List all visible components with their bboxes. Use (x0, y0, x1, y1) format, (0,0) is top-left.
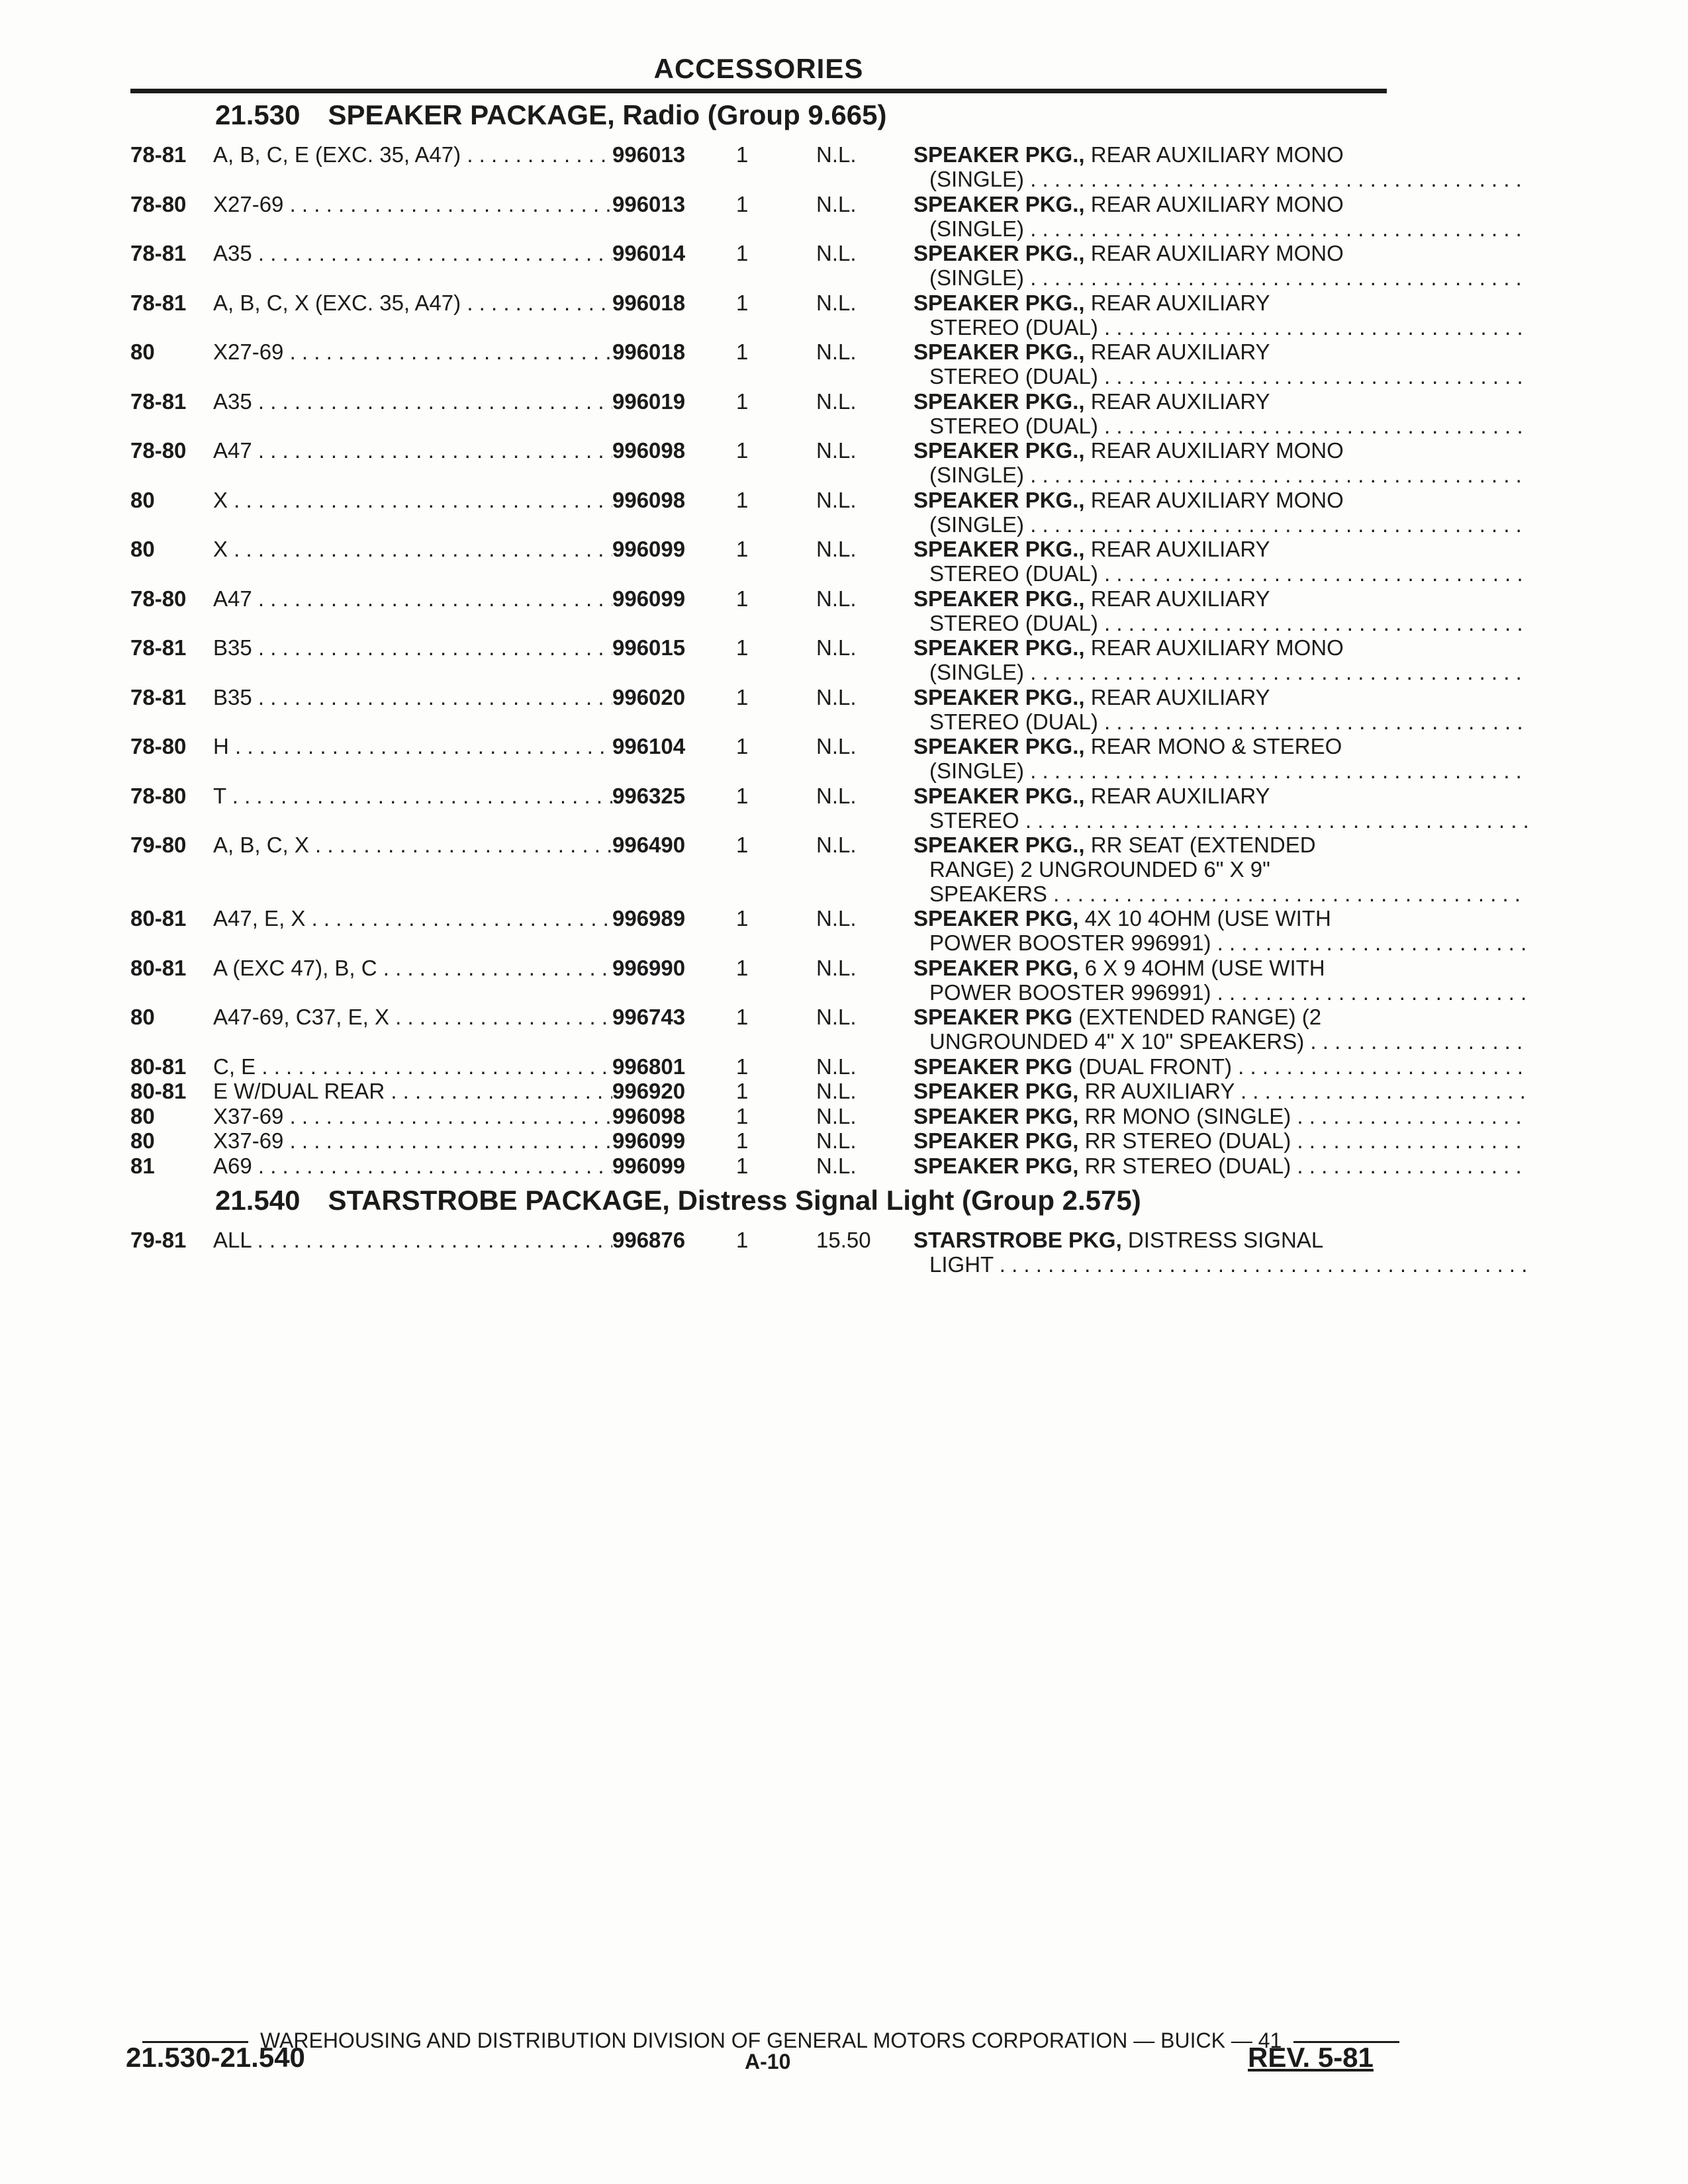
description-detail: RR AUXILIARY (1084, 1079, 1235, 1103)
description-detail: 6 X 9 4OHM (USE WITH (1084, 955, 1325, 980)
price: N.L. (816, 340, 857, 364)
part-number: 996014 (612, 241, 718, 265)
description-detail: RR SEAT (EXTENDED (1090, 833, 1316, 857)
quantity: 1 (736, 1005, 749, 1029)
quantity: 1 (736, 1228, 749, 1252)
description-name: SPEAKER PKG., (914, 241, 1085, 265)
description (914, 192, 1529, 241)
model-year: 80 (130, 1005, 155, 1029)
quantity: 1 (736, 537, 749, 561)
description-detail: REAR AUXILIARY MONO (1090, 635, 1344, 660)
model-year: 79-81 (130, 1228, 187, 1252)
description-detail: REAR AUXILIARY (1090, 537, 1270, 561)
description-continuation: SPEAKERS . . . (914, 882, 1529, 906)
price: N.L. (816, 734, 857, 758)
description (914, 833, 1529, 906)
quantity: 1 (736, 906, 749, 931)
price: N.L. (816, 537, 857, 561)
price: N.L. (816, 1153, 857, 1178)
description-continuation: STEREO (DUAL) . . . (914, 611, 1529, 635)
quantity: 1 (736, 1153, 749, 1178)
model-year: 78-80 (130, 734, 187, 758)
description-name: SPEAKER PKG., (914, 142, 1085, 167)
description-name: SPEAKER PKG (914, 1005, 1073, 1029)
part-number: 996325 (612, 784, 718, 808)
description-detail: DISTRESS SIGNAL (1127, 1228, 1324, 1252)
quantity: 1 (736, 1103, 749, 1128)
price: N.L. (816, 290, 857, 315)
description-name: STARSTROBE PKG, (914, 1228, 1122, 1252)
quantity: 1 (736, 290, 749, 315)
description-continuation: STEREO . . . (914, 808, 1529, 833)
quantity: 1 (736, 340, 749, 364)
description-detail: 4X 10 4OHM (USE WITH (1084, 906, 1331, 931)
part-number: 996099 (612, 1154, 718, 1178)
description (914, 1128, 1529, 1153)
description-continuation: LIGHT . . . (914, 1252, 1529, 1277)
quantity: 1 (736, 684, 749, 709)
model-applicability: H . . . (213, 734, 700, 758)
description (914, 956, 1529, 1005)
description-name: SPEAKER PKG., (914, 586, 1085, 611)
quantity: 1 (736, 388, 749, 414)
model-applicability: X . . . (213, 537, 700, 561)
price: N.L. (816, 586, 857, 611)
description-name: SPEAKER PKG., (914, 833, 1085, 857)
section-number: 21.540 (215, 1185, 301, 1216)
model-year: 78-81 (130, 142, 187, 167)
part-number: 996015 (612, 635, 718, 660)
model-year: 78-81 (130, 684, 187, 709)
part-number: 996098 (612, 488, 718, 512)
model-year: 80 (130, 487, 155, 512)
description-detail: REAR AUXILIARY (1090, 586, 1270, 611)
description-name: SPEAKER PKG., (914, 635, 1085, 660)
price: N.L. (816, 487, 857, 512)
footer-division: WAREHOUSING AND DISTRIBUTION DIVISION OF GENERAL MOTORS CORPORATION — BUICK — 41 (130, 2028, 1387, 2053)
section-title (215, 1185, 1141, 1216)
description-name: SPEAKER PKG, (914, 955, 1079, 980)
description (914, 1228, 1529, 1277)
description-detail: REAR AUXILIARY (1090, 783, 1270, 808)
description-detail: REAR AUXILIARY (1090, 684, 1270, 709)
model-year: 80-81 (130, 955, 187, 980)
description (914, 635, 1529, 684)
description-name: SPEAKER PKG., (914, 734, 1085, 758)
quantity: 1 (736, 191, 749, 216)
description (914, 488, 1529, 537)
price: N.L. (816, 635, 857, 660)
description-continuation: (SINGLE) . . . (914, 512, 1529, 537)
price: N.L. (816, 1054, 857, 1079)
price: N.L. (816, 833, 857, 857)
model-applicability: T . . . (213, 784, 700, 808)
description (914, 142, 1529, 191)
price: N.L. (816, 783, 857, 808)
model-applicability: A, B, C, X . . . (213, 833, 700, 857)
part-number: 996743 (612, 1005, 718, 1029)
model-applicability: ALL . . . (213, 1228, 700, 1252)
description-name: SPEAKER PKG., (914, 684, 1085, 709)
description (914, 438, 1529, 487)
price: N.L. (816, 1128, 857, 1153)
description-detail: REAR AUXILIARY MONO (1090, 142, 1344, 167)
description-detail: REAR AUXILIARY MONO (1090, 191, 1344, 216)
description-name: SPEAKER PKG, (914, 1103, 1079, 1128)
description-continuation: STEREO (DUAL) . . . (914, 414, 1529, 438)
model-applicability: A47 . . . (213, 438, 700, 463)
model-year: 80 (130, 537, 155, 561)
description-detail: RR MONO (SINGLE) (1084, 1103, 1291, 1128)
description-continuation: (SINGLE) . . . (914, 265, 1529, 290)
part-number: 996020 (612, 685, 718, 709)
price: N.L. (816, 684, 857, 709)
model-applicability: C, E . . . (213, 1054, 700, 1079)
description-continuation: (SINGLE) . . . (914, 216, 1529, 241)
model-year: 78-80 (130, 783, 187, 808)
description (914, 1154, 1529, 1178)
model-year: 78-81 (130, 635, 187, 660)
part-number: 996098 (612, 1104, 718, 1128)
description-name: SPEAKER PKG, (914, 906, 1079, 931)
description-continuation: STEREO (DUAL) . . . (914, 364, 1529, 388)
price: N.L. (816, 142, 857, 167)
model-year: 81 (130, 1153, 155, 1178)
description (914, 389, 1529, 438)
model-applicability: B35 . . . (213, 635, 700, 660)
model-year: 78-80 (130, 191, 187, 216)
model-applicability: A, B, C, E (EXC. 35, A47) . . . (213, 142, 700, 167)
description-name: SPEAKER PKG., (914, 191, 1085, 216)
description-continuation: UNGROUNDED 4" X 10" SPEAKERS) . . . (914, 1029, 1529, 1054)
model-applicability: X27-69 . . . (213, 192, 700, 216)
model-year: 78-80 (130, 438, 187, 463)
description-name: SPEAKER PKG, (914, 1128, 1079, 1153)
description-detail: (EXTENDED RANGE) (2 (1078, 1005, 1322, 1029)
description-continuation: (SINGLE) . . . (914, 463, 1529, 487)
description-name: SPEAKER PKG, (914, 1079, 1079, 1103)
description (914, 586, 1529, 635)
section-name: STARSTROBE PACKAGE, Distress Signal Light (Group 2.575) (328, 1185, 1141, 1216)
model-applicability: X37-69 . . . (213, 1104, 700, 1128)
model-year: 80-81 (130, 906, 187, 931)
part-number: 996099 (612, 586, 718, 611)
description (914, 906, 1529, 955)
description-name: SPEAKER PKG., (914, 340, 1085, 364)
description-name: SPEAKER PKG., (914, 290, 1085, 315)
description (914, 340, 1529, 388)
model-year: 80-81 (130, 1054, 187, 1079)
quantity: 1 (736, 783, 749, 808)
description-continuation: (SINGLE) . . . (914, 660, 1529, 684)
description-detail: RR STEREO (DUAL) (1084, 1128, 1291, 1153)
header-rule (130, 89, 1387, 93)
description-detail: RR STEREO (DUAL) (1084, 1153, 1291, 1178)
description (914, 537, 1529, 586)
model-applicability: E W/DUAL REAR . . . (213, 1079, 700, 1103)
part-number: 996990 (612, 956, 718, 980)
model-applicability: A (EXC 47), B, C . . . (213, 956, 700, 980)
price: N.L. (816, 1005, 857, 1029)
section-number: 21.530 (215, 99, 301, 130)
description-name: SPEAKER PKG., (914, 388, 1085, 414)
quantity: 1 (736, 833, 749, 857)
quantity: 1 (736, 1128, 749, 1153)
model-year: 80-81 (130, 1079, 187, 1103)
description-continuation: STEREO (DUAL) . . . (914, 315, 1529, 340)
description-name: SPEAKER PKG., (914, 487, 1085, 512)
part-number: 996099 (612, 1128, 718, 1153)
part-number: 996013 (612, 192, 718, 216)
part-number: 996989 (612, 906, 718, 931)
model-applicability: A, B, C, X (EXC. 35, A47) . . . (213, 291, 700, 315)
quantity: 1 (736, 438, 749, 463)
price: N.L. (816, 438, 857, 463)
part-number: 996019 (612, 389, 718, 414)
model-applicability: A47-69, C37, E, X . . . (213, 1005, 700, 1029)
description-detail: REAR MONO & STEREO (1090, 734, 1342, 758)
description-continuation: RANGE) 2 UNGROUNDED 6" X 9" (929, 857, 1270, 882)
description-continuation: POWER BOOSTER 996991) . . . (914, 980, 1529, 1005)
price: N.L. (816, 388, 857, 414)
description (914, 1104, 1529, 1128)
price: N.L. (816, 955, 857, 980)
model-year: 80 (130, 1128, 155, 1153)
description-detail: REAR AUXILIARY (1090, 340, 1270, 364)
price: N.L. (816, 1103, 857, 1128)
description-detail: REAR AUXILIARY (1090, 290, 1270, 315)
description (914, 685, 1529, 734)
quantity: 1 (736, 142, 749, 167)
description-continuation: STEREO (DUAL) . . . (914, 561, 1529, 586)
description-name: SPEAKER PKG., (914, 438, 1085, 463)
model-year: 79-80 (130, 833, 187, 857)
model-applicability: A47, E, X . . . (213, 906, 700, 931)
model-year: 78-81 (130, 290, 187, 315)
part-number: 996920 (612, 1079, 718, 1103)
model-applicability: X27-69 . . . (213, 340, 700, 364)
part-number: 996018 (612, 340, 718, 364)
description (914, 1054, 1529, 1079)
description-continuation: STEREO (DUAL) . . . (914, 709, 1529, 734)
section-title (215, 99, 887, 131)
quantity: 1 (736, 586, 749, 611)
description-continuation: POWER BOOSTER 996991) . . . (914, 931, 1529, 955)
part-number: 996876 (612, 1228, 718, 1252)
description (914, 784, 1529, 833)
model-year: 78-81 (130, 388, 187, 414)
part-number: 996104 (612, 734, 718, 758)
price: N.L. (816, 1079, 857, 1103)
model-year: 78-80 (130, 586, 187, 611)
description (914, 734, 1529, 783)
part-number: 996013 (612, 142, 718, 167)
footer-page-number: A-10 (745, 2050, 791, 2073)
quantity: 1 (736, 1079, 749, 1103)
model-applicability: X . . . (213, 488, 700, 512)
description (914, 1079, 1529, 1103)
model-year: 78-81 (130, 241, 187, 265)
description-name: SPEAKER PKG (914, 1054, 1073, 1079)
model-applicability: A69 . . . (213, 1154, 700, 1178)
quantity: 1 (736, 241, 749, 265)
footer-group-range: 21.530-21.540 (126, 2042, 305, 2073)
quantity: 1 (736, 1054, 749, 1079)
quantity: 1 (736, 635, 749, 660)
description-continuation: (SINGLE) . . . (914, 167, 1529, 191)
description-continuation: (SINGLE) . . . (914, 758, 1529, 783)
model-applicability: A47 . . . (213, 586, 700, 611)
part-number: 996099 (612, 537, 718, 561)
description-name: SPEAKER PKG., (914, 783, 1085, 808)
description-detail: REAR AUXILIARY MONO (1090, 241, 1344, 265)
model-year: 80 (130, 1103, 155, 1128)
description-detail: REAR AUXILIARY MONO (1090, 487, 1344, 512)
page-header: ACCESSORIES (653, 53, 864, 84)
description-name: SPEAKER PKG., (914, 537, 1085, 561)
description (914, 1005, 1529, 1054)
model-applicability: X37-69 . . . (213, 1128, 700, 1153)
price: N.L. (816, 906, 857, 931)
part-number: 996801 (612, 1054, 718, 1079)
model-applicability: A35 . . . (213, 389, 700, 414)
quantity: 1 (736, 734, 749, 758)
part-number: 996098 (612, 438, 718, 463)
description-name: SPEAKER PKG, (914, 1153, 1079, 1178)
description-detail: (DUAL FRONT) (1078, 1054, 1232, 1079)
description-detail: REAR AUXILIARY (1090, 388, 1270, 414)
part-number: 996490 (612, 833, 718, 857)
model-applicability: A35 . . . (213, 241, 700, 265)
description-detail: REAR AUXILIARY MONO (1090, 438, 1344, 463)
price: N.L. (816, 191, 857, 216)
description (914, 291, 1529, 340)
section-name: SPEAKER PACKAGE, Radio (Group 9.665) (328, 99, 887, 130)
description (914, 241, 1529, 290)
price: N.L. (816, 241, 857, 265)
quantity: 1 (736, 955, 749, 980)
model-year: 80 (130, 340, 155, 364)
model-applicability: B35 . . . (213, 685, 700, 709)
price: 15.50 (816, 1228, 871, 1252)
quantity: 1 (736, 487, 749, 512)
footer-revision: REV. 5-81 (1248, 2042, 1374, 2073)
part-number: 996018 (612, 291, 718, 315)
